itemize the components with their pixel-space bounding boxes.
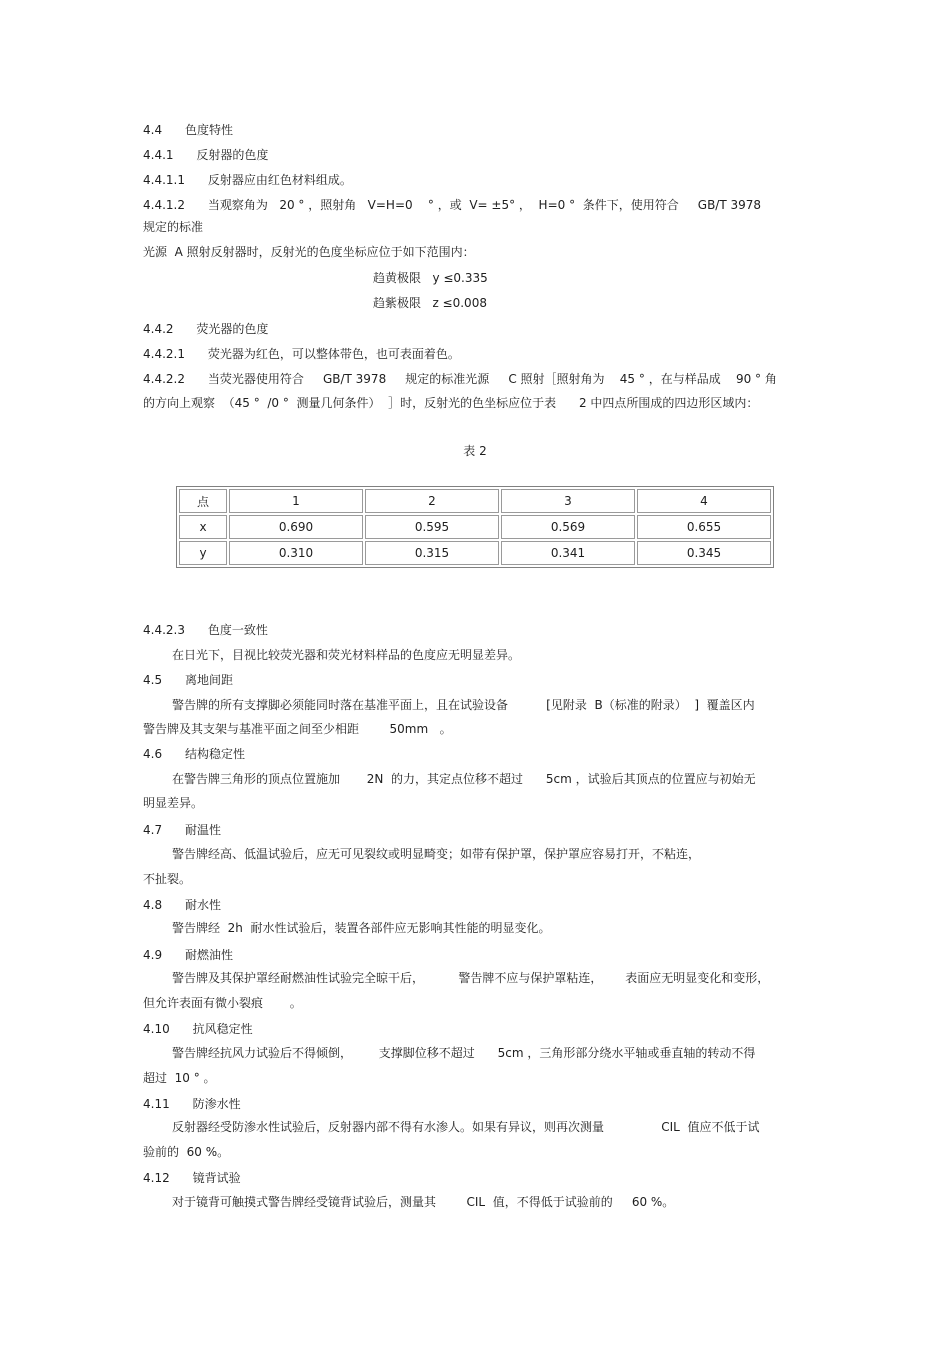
text-line-l04: 4.4.1.2 当观察角为 20 ° ，照射角 V=H=0 ° ，或 V= ±5° ， H=0 ° 条件下，使用符合 GB/T 3978 xyxy=(143,198,762,212)
table-cell: y xyxy=(179,541,227,565)
text-line-l25: 警告牌经 2h 耐水性试验后，装置各部件应无影响其性能的明显变化。 xyxy=(172,921,551,935)
text-line-l08: 趋紫极限 z ≤0.008 xyxy=(373,296,487,310)
table-row xyxy=(179,541,771,565)
text-line-l06: 光源 A 照射反射器时，反射光的色度坐标应位于如下范围内： xyxy=(143,245,475,259)
text-line-l09: 4.4.2 荧光器的色度 xyxy=(143,322,269,336)
text-line-l11: 4.4.2.2 当荧光器使用符合 GB/T 3978 规定的标准光源 C 照射［照射角为 45 ° ，在与样品成 90 ° 角 xyxy=(143,372,777,386)
table-cell: 0.315 xyxy=(365,541,499,565)
table-header-cell: 点 xyxy=(179,489,227,513)
table-header-cell: 4 xyxy=(637,489,771,513)
table-cell: 0.310 xyxy=(229,541,363,565)
text-line-l22: 警告牌经高、低温试验后，应无可见裂纹或明显畸变；如带有保护罩，保护罩应容易打开，不粘连， xyxy=(172,847,701,861)
table-header-cell: 3 xyxy=(501,489,635,513)
text-line-l32: 4.11 防渗水性 xyxy=(143,1097,241,1111)
text-line-l29: 4.10 抗风稳定性 xyxy=(143,1022,253,1036)
text-line-l12: 的方向上观察 （45 ° /0 ° 测量几何条件） ］时，反射光的色坐标应位于表 2 中四点所围成的四边形区域内： xyxy=(143,396,759,410)
text-line-l31: 超过 10 ° 。 xyxy=(143,1071,216,1085)
table-cell: 0.655 xyxy=(637,515,771,539)
text-line-l17: 警告牌及其支架与基准平面之间至少相距 50mm 。 xyxy=(143,722,452,736)
table-header-row xyxy=(179,489,771,513)
table-cell: 0.595 xyxy=(365,515,499,539)
table-row xyxy=(179,515,771,539)
table-header-cell: 1 xyxy=(229,489,363,513)
text-line-l27: 警告牌及其保护罩经耐燃油性试验完全晾干后， 警告牌不应与保护罩粘连， 表面应无明显变化和变形， xyxy=(172,971,770,985)
text-line-l34: 验前的 60 %。 xyxy=(143,1145,230,1159)
text-line-l24: 4.8 耐水性 xyxy=(143,898,221,912)
text-line-l10: 4.4.2.1 荧光器为红色，可以整体带色，也可表面着色。 xyxy=(143,347,460,361)
text-line-l14: 在日光下，目视比较荧光器和荧光材料样品的色度应无明显差异。 xyxy=(172,648,521,662)
table-header-cell: 2 xyxy=(365,489,499,513)
table-cell: 0.341 xyxy=(501,541,635,565)
chromaticity-table xyxy=(176,486,774,568)
table-caption: 表 2 xyxy=(463,444,487,458)
text-line-l30: 警告牌经抗风力试验后不得倾倒， 支撑脚位移不超过 5cm ，三角形部分绕水平轴或垂直轴的转动不得 xyxy=(172,1046,756,1060)
text-line-l18: 4.6 结构稳定性 xyxy=(143,747,245,761)
text-line-l33: 反射器经受防渗水性试验后，反射器内部不得有水渗人。如果有异议，则再次测量 CIL 值应不低于试 xyxy=(172,1120,760,1134)
table-cell: 0.690 xyxy=(229,515,363,539)
text-line-l07: 趋黄极限 y ≤0.335 xyxy=(373,271,488,285)
text-line-l28: 但允许表面有微小裂痕 。 xyxy=(143,996,302,1010)
table-cell: 0.569 xyxy=(501,515,635,539)
text-line-l20: 明显差异。 xyxy=(143,796,204,810)
text-line-l16: 警告牌的所有支撑脚必须能同时落在基准平面上，且在试验设备 [见附录 B（标准的附录） ] 覆盖区内 xyxy=(172,698,755,712)
text-line-l21: 4.7 耐温性 xyxy=(143,823,221,837)
table-cell: 0.345 xyxy=(637,541,771,565)
text-line-l05: 规定的标准 xyxy=(143,220,204,234)
text-line-l03: 4.4.1.1 反射器应由红色材料组成。 xyxy=(143,173,352,187)
text-line-l35: 4.12 镜背试验 xyxy=(143,1171,241,1185)
text-line-l15: 4.5 离地间距 xyxy=(143,673,233,687)
text-line-l01: 4.4 色度特性 xyxy=(143,123,233,137)
text-line-l02: 4.4.1 反射器的色度 xyxy=(143,148,269,162)
text-line-l26: 4.9 耐燃油性 xyxy=(143,948,233,962)
text-line-l23: 不扯裂。 xyxy=(143,872,192,886)
text-line-l19: 在警告牌三角形的顶点位置施加 2N 的力，其定点位移不超过 5cm ，试验后其顶点的位置应与初始无 xyxy=(172,772,756,786)
text-line-l36: 对于镜背可触摸式警告牌经受镜背试验后，测量其 CIL 值，不得低于试验前的 60 %。 xyxy=(172,1195,675,1209)
table-cell: x xyxy=(179,515,227,539)
text-line-l13: 4.4.2.3 色度一致性 xyxy=(143,623,268,637)
